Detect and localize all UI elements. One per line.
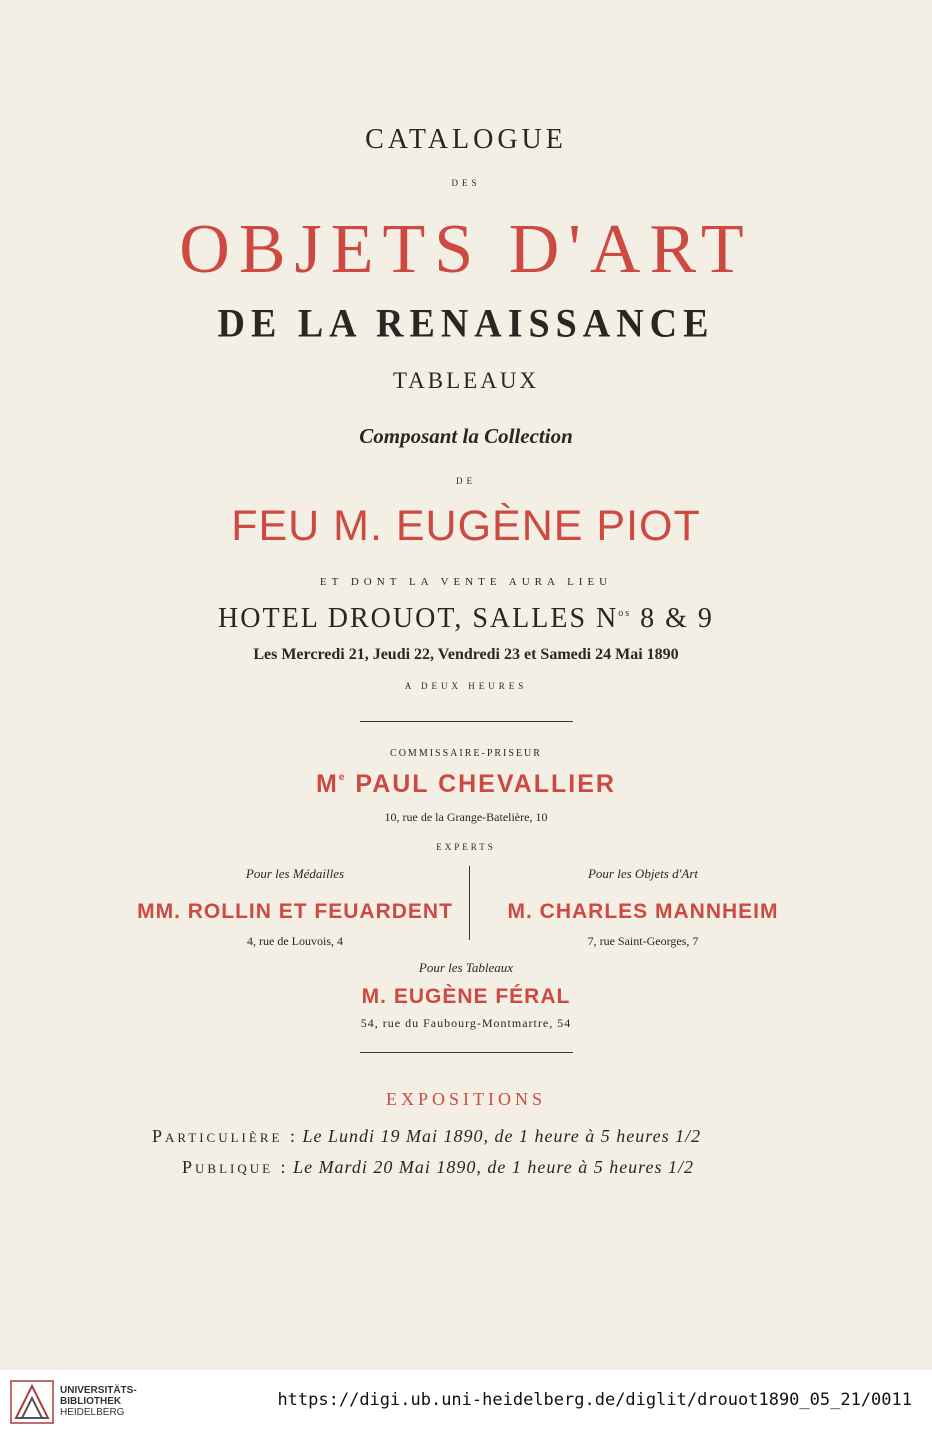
title-renaissance: DE LA RENAISSANCE <box>217 301 715 347</box>
university-library-logo-icon[interactable] <box>10 1380 54 1424</box>
sale-intro: ET DONT LA VENTE AURA LIEU <box>319 576 613 588</box>
expert-medailles-for: Pour les Médailles <box>245 866 345 881</box>
university-library-logo-text[interactable] <box>60 1385 137 1418</box>
expert-tableaux-for: Pour les Tableaux <box>418 960 514 975</box>
expert-objets-name: M. CHARLES MANNHEIM <box>507 900 779 923</box>
expert-tableaux-name: M. EUGÈNE FÉRAL <box>361 985 571 1008</box>
expert-medailles-address: 4, rue de Louvois, 4 <box>247 934 343 948</box>
exposition-particuliere <box>152 1126 701 1147</box>
exposition-label: Publique : <box>182 1157 289 1177</box>
sale-dates: Les Mercredi 21, Jeudi 22, Vendredi 23 et Samedi 24 Mai 1890 <box>253 646 679 663</box>
collector-name: FEU M. EUGÈNE PIOT <box>231 502 701 550</box>
expert-objets-address: 7, rue Saint-Georges, 7 <box>587 934 699 948</box>
logo-line-3: HEIDELBERG <box>60 1407 125 1418</box>
divider <box>360 721 573 722</box>
sale-venue <box>0 603 932 635</box>
expert-tableaux-address: 54, rue du Faubourg-Montmartre, 54 <box>360 1016 572 1030</box>
expert-objets-for: Pour les Objets d'Art <box>587 866 699 881</box>
title-objets-dart: OBJETS D'ART <box>179 211 753 288</box>
auctioneer-prefix-sup: e <box>338 772 347 783</box>
title-catalogue: CATALOGUE <box>365 124 567 155</box>
sale-venue-sup: os <box>618 608 632 619</box>
column-divider <box>469 866 470 940</box>
title-des: DES <box>451 178 481 188</box>
auctioneer-name-text: PAUL CHEVALLIER <box>346 770 616 798</box>
expert-medailles-name: MM. ROLLIN ET FEUARDENT <box>137 900 453 923</box>
auctioneer-name <box>0 770 932 799</box>
viewer-footer <box>0 1370 932 1436</box>
exposition-text: Le Lundi 19 Mai 1890, de 1 heure à 5 heures 1/2 <box>302 1126 702 1146</box>
sale-venue-rooms: 8 & 9 <box>631 603 714 634</box>
sale-venue-text: HOTEL DROUOT, SALLES N <box>218 603 619 634</box>
exposition-text: Le Mardi 20 Mai 1890, de 1 heure à 5 heures 1/2 <box>293 1157 695 1177</box>
exposition-publique <box>182 1157 694 1178</box>
title-tableaux: TABLEAUX <box>392 368 540 393</box>
permalink-url[interactable]: https://digi.ub.uni-heidelberg.de/diglit/drouot1890_05_21/0011 <box>277 1390 912 1410</box>
title-composant: Composant la Collection <box>359 424 573 448</box>
logo-line-2: BIBLIOTHEK <box>60 1396 122 1407</box>
exposition-label: Particulière : <box>152 1126 298 1146</box>
expert-medailles <box>130 866 460 949</box>
experts-heading: EXPERTS <box>436 842 496 852</box>
title-de: DE <box>456 476 476 486</box>
expert-objets-dart <box>478 866 808 949</box>
logo-line-1: UNIVERSITÄTS- <box>60 1385 137 1396</box>
expositions-heading: EXPOSITIONS <box>385 1089 546 1109</box>
divider <box>360 1052 573 1053</box>
sale-time: A DEUX HEURES <box>404 681 528 691</box>
auctioneer-role: COMMISSAIRE-PRISEUR <box>390 748 542 759</box>
auctioneer-prefix: M <box>316 770 339 798</box>
auctioneer-address: 10, rue de la Grange-Batelière, 10 <box>384 810 548 824</box>
